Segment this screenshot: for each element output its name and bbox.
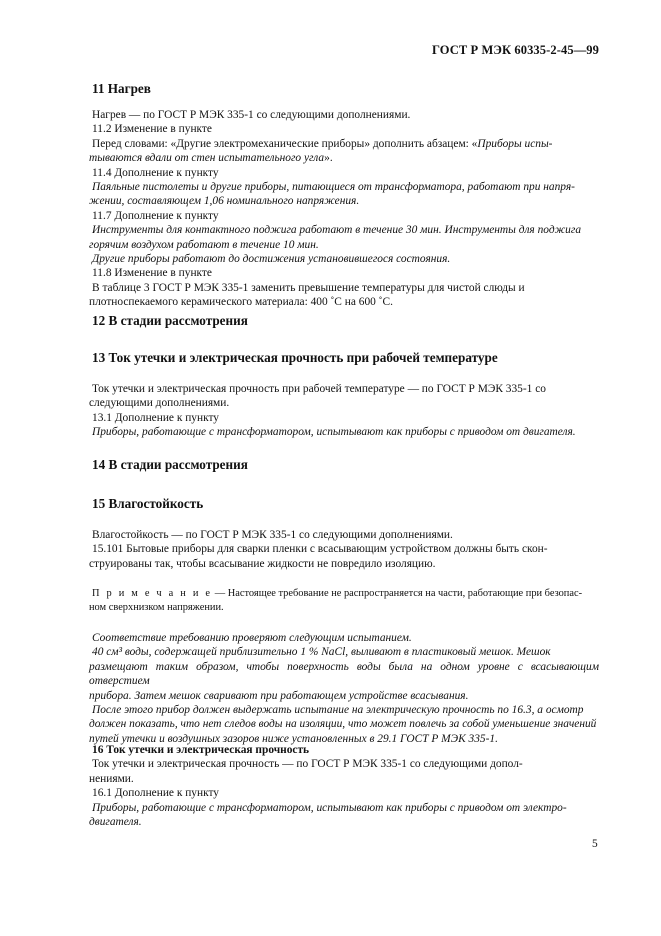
test-step-2-line-2: должен показать, что нет следов воды на изоляции, что может повлечь за собой уменьшение значений <box>89 718 597 731</box>
section-16-intro-2: нениями. <box>89 772 134 785</box>
section-13-intro-2: следующими дополнениями. <box>89 397 230 410</box>
section-14-heading: 14 В стадии рассмотрения <box>92 457 248 472</box>
section-11-body <box>89 108 599 310</box>
clause-11-7-title: 11.7 Дополнение к пункту <box>92 209 219 222</box>
section-15-intro: Влагостойкость — по ГОСТ Р МЭК 335-1 со следующими дополнениями. <box>92 529 453 541</box>
clause-11-2-text: Перед словами: «Другие электромеханические приборы» дополнить абзацем: «Приборы испы- <box>92 137 553 150</box>
section-12-heading: 12 В стадии рассмотрения <box>92 313 248 328</box>
note-label: П р и м е ч а н и е <box>92 588 213 599</box>
section-16-block <box>89 743 599 829</box>
clause-15-101-text-1: 15.101 Бытовые приборы для сварки пленки с всасывающим устройством должны быть скон- <box>92 543 548 556</box>
section-15-heading: 15 Влагостойкость <box>92 496 204 511</box>
clause-16-1-text-1: Приборы, работающие с трансформатором, испытывают как приборы с приводом от электро- <box>92 801 567 814</box>
clause-11-7-text-3: Другие приборы работают до достижения установившегося состояния. <box>92 253 451 266</box>
note-line-1: П р и м е ч а н и е — Настоящее требование не распространяется на части, работающие при безопас- <box>92 588 583 599</box>
clause-11-2-text-cont: тываются вдали от стен испытательного угла». <box>89 152 333 165</box>
test-step-2-line-3: путей утечки и воздушных зазоров ниже установленных в 29.1 ГОСТ Р МЭК 335-1. <box>89 732 498 745</box>
clause-11-8-title: 11.8 Изменение в пункте <box>92 267 212 280</box>
clause-11-8-text-2: плотноспекаемого керамического материала: 400 ˚С на 600 ˚С. <box>89 296 393 309</box>
section-16-intro-1: Ток утечки и электрическая прочность — по ГОСТ Р МЭК 335-1 со следующими допол- <box>92 758 523 771</box>
clause-11-7-text-1: Инструменты для контактного поджига работают в течение 30 мин. Инструменты для поджига <box>92 224 582 237</box>
clause-11-4-title: 11.4 Дополнение к пункту <box>92 166 219 179</box>
test-step-1-line-3: прибора. Затем мешок сваривают при работающем устройстве всасывания. <box>89 689 469 702</box>
section-13-intro-1: Ток утечки и электрическая прочность при рабочей температуре — по ГОСТ Р МЭК 335-1 со <box>92 383 546 395</box>
clause-11-2-title: 11.2 Изменение в пункте <box>92 123 212 136</box>
clause-16-1-text-2: двигателя. <box>89 816 142 829</box>
note-block <box>89 587 599 614</box>
section-11-intro: Нагрев — по ГОСТ Р МЭК 335-1 со следующими дополнениями. <box>92 109 411 121</box>
test-procedure-block <box>89 631 599 746</box>
test-step-1-line-1: 40 см³ воды, содержащей приблизительно 1 % NaCl, выливают в пластиковый мешок. Мешок <box>92 646 551 659</box>
note-line-2: ном сверхнизком напряжении. <box>89 601 224 613</box>
section-15-body <box>89 528 599 571</box>
clause-11-8-text-1: В таблице 3 ГОСТ Р МЭК 335-1 заменить превышение температуры для чистой слюды и <box>92 281 525 294</box>
section-13-heading: 13 Ток утечки и электрическая прочность при рабочей температуре <box>92 350 498 365</box>
clause-13-1-text: Приборы, работающие с трансформатором, испытывают как приборы с приводом от двигателя. <box>92 426 576 439</box>
section-11-heading: 11 Нагрев <box>92 81 151 96</box>
clause-15-101-text-2: струированы так, чтобы всасывание жидкости не повредило изоляцию. <box>89 557 436 570</box>
test-intro: Соответствие требованию проверяют следующим испытанием. <box>92 632 412 644</box>
clause-11-7-text-2: горячим воздухом работают в течение 10 мин. <box>89 238 319 251</box>
clause-11-4-text-1: Паяльные пистолеты и другие приборы, питающиеся от трансформатора, работают при напря- <box>92 181 575 194</box>
clause-16-1-title: 16.1 Дополнение к пункту <box>92 787 219 800</box>
test-step-1-line-2: размещают таким образом, чтобы поверхность воды была на одном уровне с всасывающим отверстием <box>89 660 599 688</box>
page-number: 5 <box>592 838 598 850</box>
clause-13-1-title: 13.1 Дополнение к пункту <box>92 411 219 424</box>
test-step-2-line-1: После этого прибор должен выдержать испытание на электрическую прочность по 16.3, а осмотр <box>92 704 584 717</box>
section-16-heading: 16 Ток утечки и электрическая прочность <box>92 744 310 756</box>
document-code-header: ГОСТ Р МЭК 60335-2-45—99 <box>432 43 599 57</box>
clause-11-4-text-2: жении, составляющем 1,06 номинального напряжения. <box>89 195 360 208</box>
section-13-body <box>89 382 599 440</box>
